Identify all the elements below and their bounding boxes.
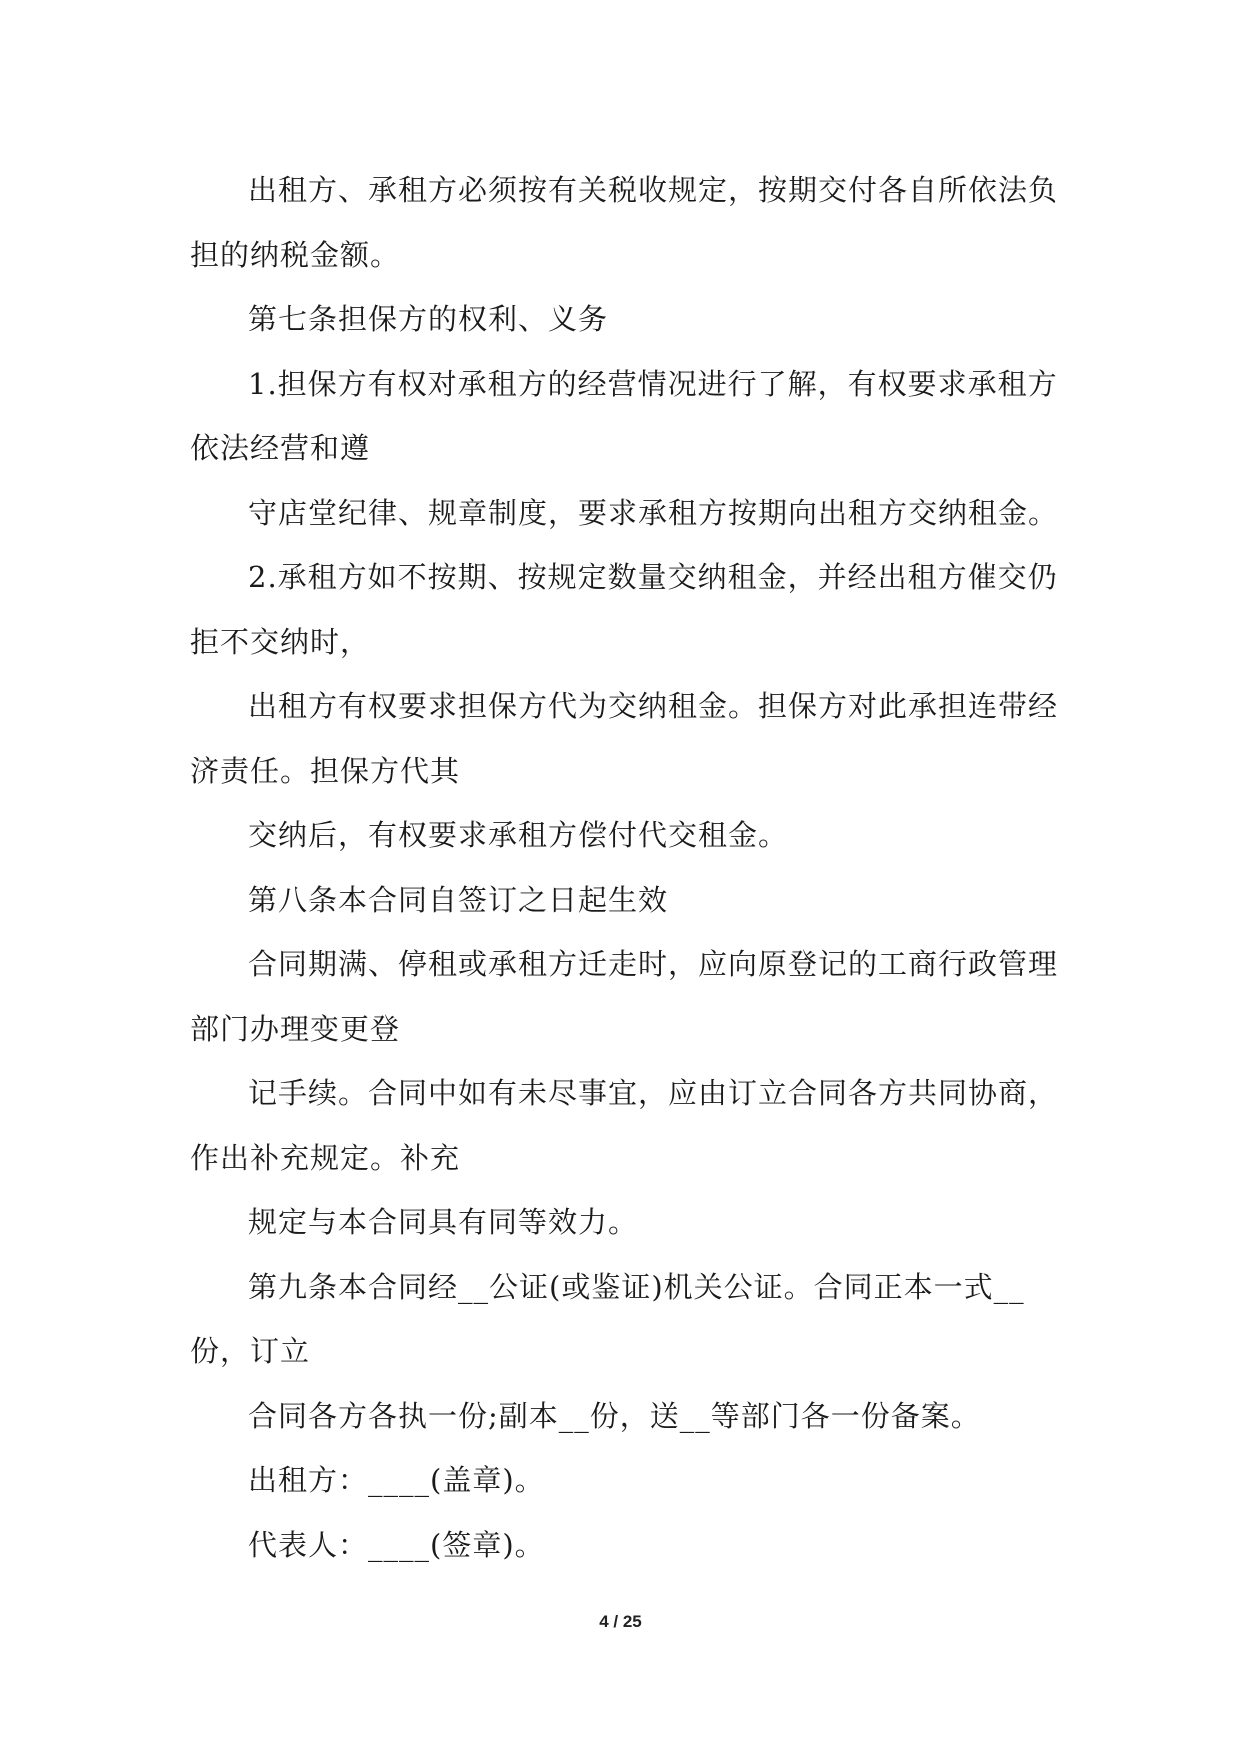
article-8-text: 合同期满、停租或承租方迁走时，应向原登记的工商行政管理部门办理变更登 <box>190 947 1059 1046</box>
article-7-item-2-end: 交纳后，有权要求承租方偿付代交租金。 <box>248 818 789 852</box>
page-number: 4 / 25 <box>599 1612 642 1631</box>
paragraph-tax: 出租方、承租方必须按有关税收规定，按期交付各自所依法负担的纳税金额。 <box>190 173 1059 272</box>
article-7-item-2: 2.承租方如不按期、按规定数量交纳租金，并经出租方催交仍拒不交纳时， <box>190 560 1058 659</box>
article-7-item-1-cont: 守店堂纪律、规章制度，要求承租方按期向出租方交纳租金。 <box>248 495 1059 530</box>
document-body <box>190 158 1060 1577</box>
article-9-text: 第九条本合同经__公证(或鉴证)机关公证。合同正本一式__份，订立 <box>190 1269 1025 1368</box>
article-7-item-2-cont: 出租方有权要求担保方代为交纳租金。担保方对此承担连带经济责任。担保方代其 <box>190 689 1059 788</box>
article-8-text-end: 规定与本合同具有同等效力。 <box>248 1205 639 1239</box>
article-8-text-cont: 记手续。合同中如有未尽事宜，应由订立合同各方共同协商，作出补充规定。补充 <box>190 1076 1059 1175</box>
article-8-heading: 第八条本合同自签订之日起生效 <box>248 882 669 917</box>
article-7-heading: 第七条担保方的权利、义务 <box>248 302 609 336</box>
article-7-item-1: 1.担保方有权对承租方的经营情况进行了解，有权要求承租方依法经营和遵 <box>190 366 1058 465</box>
lessor-signature-line: 出租方：____(盖章)。 <box>248 1463 545 1497</box>
representative-signature-line: 代表人：____(签章)。 <box>248 1527 545 1562</box>
article-9-text-cont: 合同各方各执一份;副本__份，送__等部门各一份备案。 <box>248 1398 981 1433</box>
